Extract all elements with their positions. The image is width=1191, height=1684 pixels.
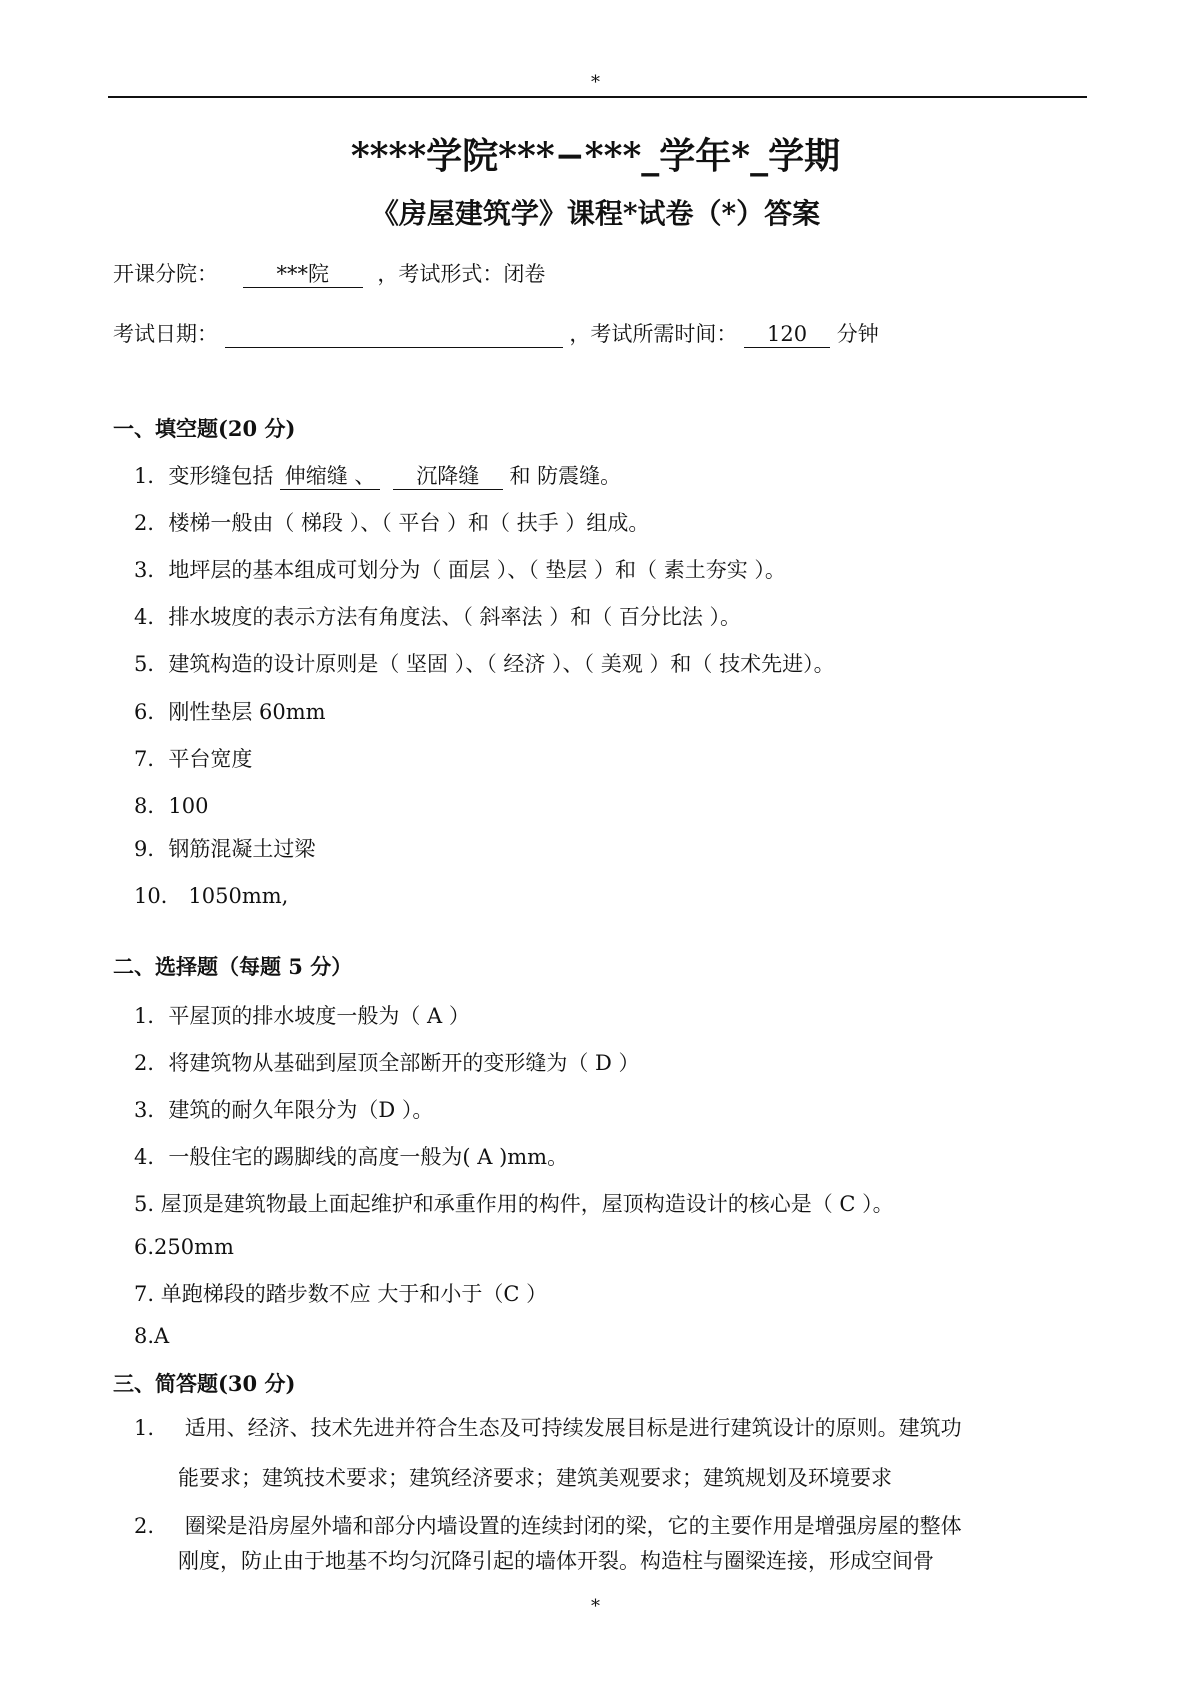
section2-item: 4．一般住宅的踢脚线的高度一般为( A )mm。 [134, 1145, 569, 1169]
section3-item-text: 适用、经济、技术先进并符合生态及可持续发展目标是进行建筑设计的原则。建筑功 [184, 1416, 962, 1440]
date-blank [225, 321, 563, 348]
footer-mark: * [591, 1596, 600, 1617]
q1-answer-2: 沉降缝 [393, 463, 503, 490]
time-label: ，考试所需时间： [569, 322, 738, 346]
section2-item: 5. 屋顶是建筑物最上面起维护和承重作用的构件，屋顶构造设计的核心是（ C ）。 [134, 1192, 894, 1216]
meta-date-line [113, 318, 879, 348]
section3-item-text: 圈梁是沿房屋外墙和部分内墙设置的连续封闭的梁，它的主要作用是增强房屋的整体 [184, 1514, 962, 1538]
section1-heading: 一、填空题(20 分) [113, 416, 296, 441]
section3-item-number: 1. [134, 1416, 155, 1440]
section1-item: 6．刚性垫层 60mm [134, 700, 326, 724]
section1-item: 3．地坪层的基本组成可划分为（ 面层 ）、（ 垫层 ）和（ 素土夯实 ）。 [134, 558, 786, 582]
section1-item: 7．平台宽度 [134, 747, 253, 771]
q1-rest: 和 防震缝。 [509, 464, 622, 488]
page-subtitle: 《房屋建筑学》课程*试卷（*）答案 [370, 197, 821, 230]
meta-college-line [113, 258, 545, 288]
section3-item-text: 刚度，防止由于地基不均匀沉降引起的墙体开裂。构造柱与圈梁连接，形成空间骨 [178, 1549, 934, 1573]
section3-item-continuation [178, 1462, 892, 1492]
page-title: ****学院***−***_学年*_学期 [350, 135, 841, 177]
exam-form: ，考试形式：闭卷 [377, 262, 546, 286]
q1-prefix: 1．变形缝包括 [134, 464, 274, 488]
college-label: 开课分院： [113, 262, 218, 286]
section1-item: 5．建筑构造的设计原则是（ 坚固 ）、（ 经济 ）、（ 美观 ）和（ 技术先进）。 [134, 652, 835, 676]
section1-item: 9．钢筋混凝土过梁 [134, 837, 316, 861]
q1-answer-1: 伸缩缝 、 [280, 463, 380, 490]
section3-item [134, 1510, 962, 1540]
section3-item-text: 能要求；建筑技术要求；建筑经济要求；建筑美观要求；建筑规划及环境要求 [178, 1466, 892, 1490]
time-value: 120 [744, 321, 830, 348]
section2-item: 7. 单跑梯段的踏步数不应 大于和小于（C ） [134, 1282, 548, 1306]
date-label: 考试日期： [113, 322, 218, 346]
section1-item: 8．100 [134, 794, 209, 818]
section1-q1 [134, 460, 621, 490]
section1-item: 4．排水坡度的表示方法有角度法、（ 斜率法 ）和（ 百分比法 ）。 [134, 605, 742, 629]
section1-item: 10． 1050mm, [134, 884, 289, 908]
header-rule [108, 96, 1087, 98]
time-unit: 分钟 [836, 322, 879, 346]
section1-item: 2．楼梯一般由（ 梯段 ）、（ 平台 ）和（ 扶手 ）组成。 [134, 511, 650, 535]
section2-item: 6.250mm [134, 1235, 234, 1259]
section3-item-continuation [178, 1545, 934, 1575]
section3-heading: 三、简答题(30 分) [113, 1371, 296, 1396]
section2-item: 2．将建筑物从基础到屋顶全部断开的变形缝为（ D ） [134, 1051, 640, 1075]
section3-item-number: 2. [134, 1514, 155, 1538]
section2-item: 3．建筑的耐久年限分为（D ）。 [134, 1098, 434, 1122]
section2-item: 8.A [134, 1324, 170, 1348]
college-value: ***院 [243, 261, 363, 288]
header-mark: * [591, 72, 600, 93]
section3-item [134, 1412, 962, 1442]
section2-heading: 二、选择题（每题 5 分） [113, 954, 353, 979]
section2-item: 1．平屋顶的排水坡度一般为（ A ） [134, 1004, 470, 1028]
